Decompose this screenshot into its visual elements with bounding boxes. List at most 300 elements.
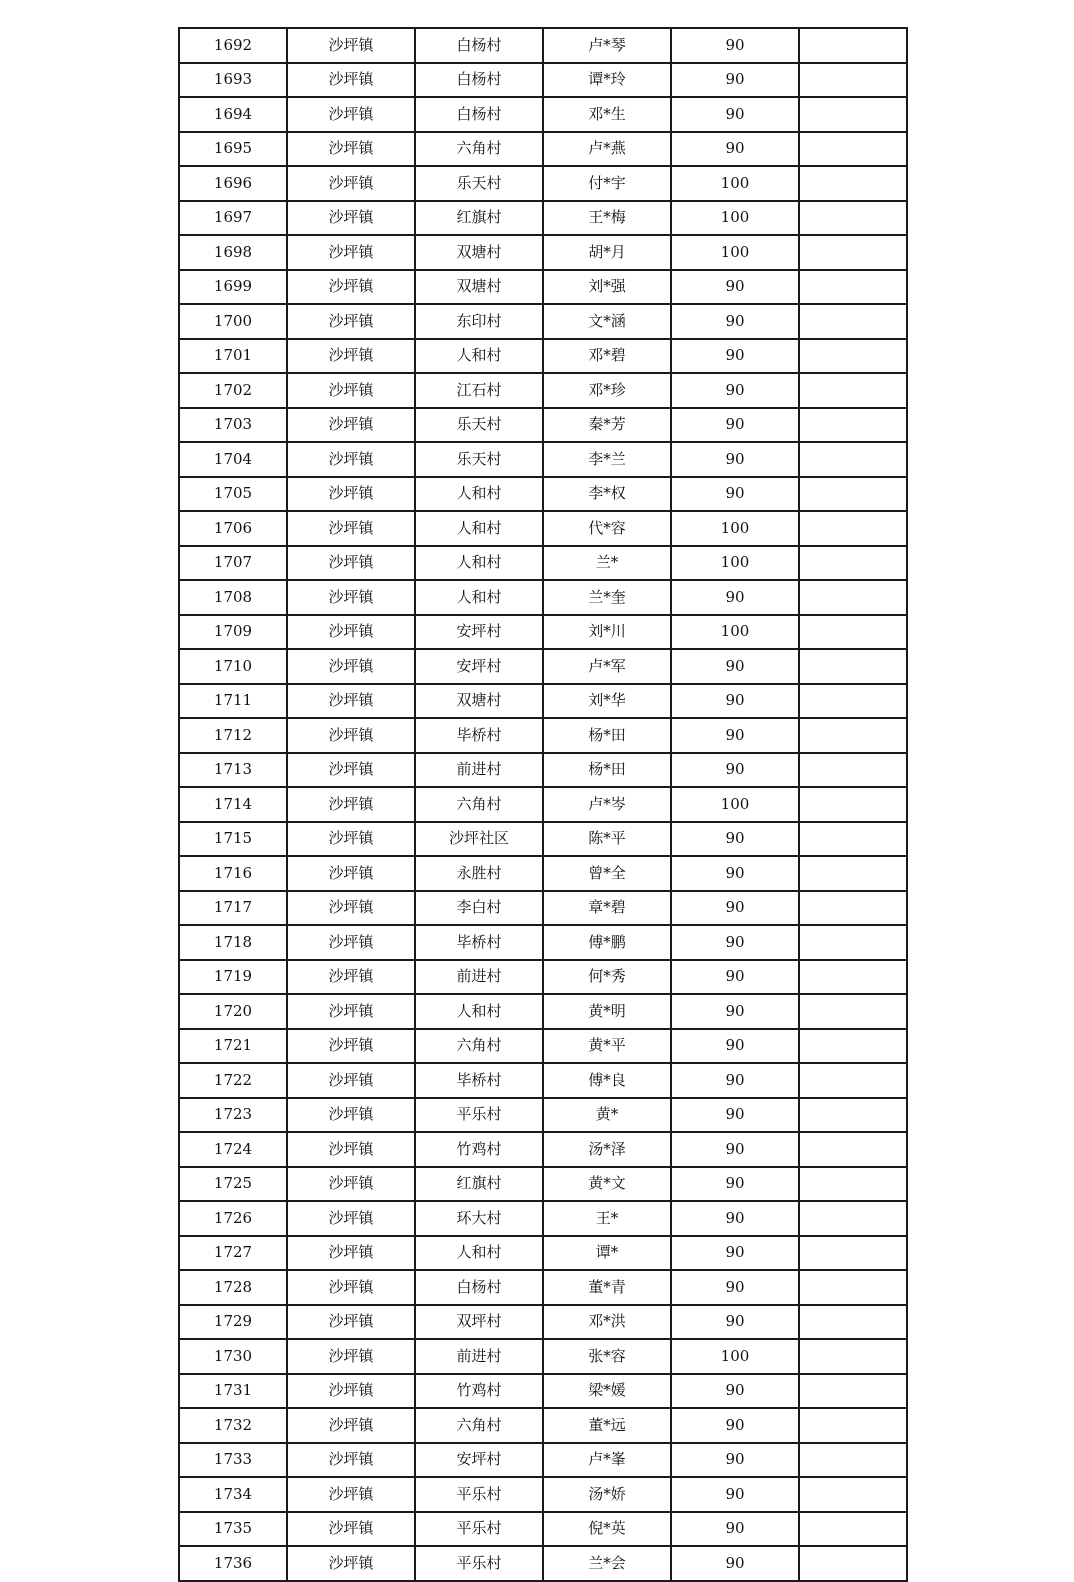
table-row	[179, 373, 907, 408]
serial-number-cell: 1702	[179, 373, 287, 408]
person-name-cell: 文*涵	[543, 304, 671, 339]
remarks-cell	[799, 63, 907, 98]
remarks-cell	[799, 166, 907, 201]
remarks-cell	[799, 753, 907, 788]
serial-number-cell: 1735	[179, 1512, 287, 1547]
village-cell: 人和村	[415, 546, 543, 581]
person-name-cell: 邓*洪	[543, 1305, 671, 1340]
amount-cell: 90	[671, 132, 799, 167]
village-cell: 前进村	[415, 1339, 543, 1374]
serial-number-cell: 1694	[179, 97, 287, 132]
village-cell: 毕桥村	[415, 718, 543, 753]
person-name-cell: 兰*会	[543, 1546, 671, 1581]
remarks-cell	[799, 373, 907, 408]
village-cell: 永胜村	[415, 856, 543, 891]
amount-cell: 100	[671, 511, 799, 546]
amount-cell: 100	[671, 546, 799, 581]
amount-cell: 100	[671, 166, 799, 201]
town-cell: 沙坪镇	[287, 1029, 415, 1064]
town-cell: 沙坪镇	[287, 235, 415, 270]
amount-cell: 90	[671, 925, 799, 960]
town-cell: 沙坪镇	[287, 1305, 415, 1340]
town-cell: 沙坪镇	[287, 1132, 415, 1167]
serial-number-cell: 1707	[179, 546, 287, 581]
table-row	[179, 1029, 907, 1064]
amount-cell: 90	[671, 649, 799, 684]
town-cell: 沙坪镇	[287, 1408, 415, 1443]
amount-cell: 90	[671, 1546, 799, 1581]
town-cell: 沙坪镇	[287, 856, 415, 891]
village-cell: 李白村	[415, 891, 543, 926]
remarks-cell	[799, 477, 907, 512]
amount-cell: 90	[671, 891, 799, 926]
table-row	[179, 408, 907, 443]
town-cell: 沙坪镇	[287, 546, 415, 581]
table-body	[179, 28, 907, 1581]
village-cell: 人和村	[415, 1236, 543, 1271]
town-cell: 沙坪镇	[287, 925, 415, 960]
table-row	[179, 166, 907, 201]
person-name-cell: 黄*	[543, 1098, 671, 1133]
town-cell: 沙坪镇	[287, 960, 415, 995]
serial-number-cell: 1712	[179, 718, 287, 753]
person-name-cell: 王*	[543, 1201, 671, 1236]
table-row	[179, 580, 907, 615]
town-cell: 沙坪镇	[287, 28, 415, 63]
person-name-cell: 董*青	[543, 1270, 671, 1305]
person-name-cell: 章*碧	[543, 891, 671, 926]
village-cell: 双塘村	[415, 235, 543, 270]
serial-number-cell: 1713	[179, 753, 287, 788]
village-cell: 平乐村	[415, 1098, 543, 1133]
village-cell: 沙坪社区	[415, 822, 543, 857]
table-row	[179, 960, 907, 995]
person-name-cell: 曾*全	[543, 856, 671, 891]
serial-number-cell: 1729	[179, 1305, 287, 1340]
serial-number-cell: 1726	[179, 1201, 287, 1236]
remarks-cell	[799, 1167, 907, 1202]
person-name-cell: 刘*华	[543, 684, 671, 719]
amount-cell: 90	[671, 1029, 799, 1064]
remarks-cell	[799, 1132, 907, 1167]
remarks-cell	[799, 304, 907, 339]
serial-number-cell: 1736	[179, 1546, 287, 1581]
person-name-cell: 汤*娇	[543, 1477, 671, 1512]
remarks-cell	[799, 442, 907, 477]
town-cell: 沙坪镇	[287, 649, 415, 684]
amount-cell: 90	[671, 753, 799, 788]
document-page	[178, 27, 894, 1572]
remarks-cell	[799, 615, 907, 650]
town-cell: 沙坪镇	[287, 994, 415, 1029]
town-cell: 沙坪镇	[287, 442, 415, 477]
amount-cell: 90	[671, 1408, 799, 1443]
village-cell: 乐天村	[415, 408, 543, 443]
table-row	[179, 1339, 907, 1374]
remarks-cell	[799, 1063, 907, 1098]
remarks-cell	[799, 822, 907, 857]
serial-number-cell: 1708	[179, 580, 287, 615]
remarks-cell	[799, 1443, 907, 1478]
village-cell: 人和村	[415, 339, 543, 374]
village-cell: 毕桥村	[415, 1063, 543, 1098]
person-name-cell: 卢*燕	[543, 132, 671, 167]
remarks-cell	[799, 718, 907, 753]
table-row	[179, 1477, 907, 1512]
serial-number-cell: 1734	[179, 1477, 287, 1512]
remarks-cell	[799, 339, 907, 374]
town-cell: 沙坪镇	[287, 684, 415, 719]
serial-number-cell: 1696	[179, 166, 287, 201]
village-cell: 平乐村	[415, 1512, 543, 1547]
table-row	[179, 339, 907, 374]
serial-number-cell: 1727	[179, 1236, 287, 1271]
amount-cell: 90	[671, 580, 799, 615]
person-name-cell: 傅*良	[543, 1063, 671, 1098]
serial-number-cell: 1723	[179, 1098, 287, 1133]
person-name-cell: 傅*鹏	[543, 925, 671, 960]
serial-number-cell: 1721	[179, 1029, 287, 1064]
serial-number-cell: 1715	[179, 822, 287, 857]
table-row	[179, 132, 907, 167]
amount-cell: 90	[671, 960, 799, 995]
serial-number-cell: 1719	[179, 960, 287, 995]
village-cell: 乐天村	[415, 442, 543, 477]
village-cell: 安坪村	[415, 649, 543, 684]
village-cell: 白杨村	[415, 63, 543, 98]
person-name-cell: 兰*奎	[543, 580, 671, 615]
remarks-cell	[799, 1339, 907, 1374]
village-cell: 平乐村	[415, 1546, 543, 1581]
person-name-cell: 谭*玲	[543, 63, 671, 98]
remarks-cell	[799, 1201, 907, 1236]
village-cell: 毕桥村	[415, 925, 543, 960]
amount-cell: 100	[671, 787, 799, 822]
remarks-cell	[799, 546, 907, 581]
town-cell: 沙坪镇	[287, 1374, 415, 1409]
village-cell: 人和村	[415, 580, 543, 615]
village-cell: 双坪村	[415, 1305, 543, 1340]
village-cell: 竹鸡村	[415, 1374, 543, 1409]
remarks-cell	[799, 28, 907, 63]
town-cell: 沙坪镇	[287, 373, 415, 408]
remarks-cell	[799, 925, 907, 960]
table-row	[179, 442, 907, 477]
town-cell: 沙坪镇	[287, 891, 415, 926]
person-name-cell: 付*宇	[543, 166, 671, 201]
person-name-cell: 刘*强	[543, 270, 671, 305]
person-name-cell: 卢*琴	[543, 28, 671, 63]
serial-number-cell: 1728	[179, 1270, 287, 1305]
amount-cell: 90	[671, 97, 799, 132]
town-cell: 沙坪镇	[287, 822, 415, 857]
town-cell: 沙坪镇	[287, 1546, 415, 1581]
village-cell: 乐天村	[415, 166, 543, 201]
amount-cell: 100	[671, 235, 799, 270]
person-name-cell: 倪*英	[543, 1512, 671, 1547]
table-row	[179, 684, 907, 719]
table-row	[179, 615, 907, 650]
serial-number-cell: 1717	[179, 891, 287, 926]
serial-number-cell: 1716	[179, 856, 287, 891]
remarks-cell	[799, 1098, 907, 1133]
town-cell: 沙坪镇	[287, 1167, 415, 1202]
serial-number-cell: 1699	[179, 270, 287, 305]
table-row	[179, 1512, 907, 1547]
remarks-cell	[799, 891, 907, 926]
table-row	[179, 1270, 907, 1305]
amount-cell: 90	[671, 373, 799, 408]
town-cell: 沙坪镇	[287, 63, 415, 98]
table-row	[179, 1201, 907, 1236]
amount-cell: 90	[671, 1167, 799, 1202]
serial-number-cell: 1724	[179, 1132, 287, 1167]
amount-cell: 90	[671, 1374, 799, 1409]
amount-cell: 90	[671, 1270, 799, 1305]
village-cell: 安坪村	[415, 1443, 543, 1478]
table-row	[179, 925, 907, 960]
town-cell: 沙坪镇	[287, 511, 415, 546]
serial-number-cell: 1720	[179, 994, 287, 1029]
remarks-cell	[799, 201, 907, 236]
serial-number-cell: 1692	[179, 28, 287, 63]
remarks-cell	[799, 1477, 907, 1512]
town-cell: 沙坪镇	[287, 1201, 415, 1236]
town-cell: 沙坪镇	[287, 580, 415, 615]
person-name-cell: 秦*芳	[543, 408, 671, 443]
table-row	[179, 97, 907, 132]
amount-cell: 90	[671, 718, 799, 753]
person-name-cell: 黄*文	[543, 1167, 671, 1202]
table-row	[179, 856, 907, 891]
town-cell: 沙坪镇	[287, 753, 415, 788]
remarks-cell	[799, 132, 907, 167]
person-name-cell: 陈*平	[543, 822, 671, 857]
village-cell: 六角村	[415, 1029, 543, 1064]
town-cell: 沙坪镇	[287, 97, 415, 132]
table-row	[179, 28, 907, 63]
amount-cell: 90	[671, 1201, 799, 1236]
person-name-cell: 董*远	[543, 1408, 671, 1443]
amount-cell: 90	[671, 1063, 799, 1098]
amount-cell: 90	[671, 684, 799, 719]
table-row	[179, 787, 907, 822]
table-row	[179, 718, 907, 753]
person-name-cell: 卢*峯	[543, 1443, 671, 1478]
table-row	[179, 649, 907, 684]
village-cell: 双塘村	[415, 684, 543, 719]
amount-cell: 90	[671, 270, 799, 305]
serial-number-cell: 1703	[179, 408, 287, 443]
person-name-cell: 杨*田	[543, 718, 671, 753]
serial-number-cell: 1714	[179, 787, 287, 822]
amount-cell: 90	[671, 1098, 799, 1133]
amount-cell: 90	[671, 304, 799, 339]
village-cell: 东印村	[415, 304, 543, 339]
person-name-cell: 谭*	[543, 1236, 671, 1271]
village-cell: 六角村	[415, 132, 543, 167]
remarks-cell	[799, 1408, 907, 1443]
table-row	[179, 1305, 907, 1340]
remarks-cell	[799, 960, 907, 995]
serial-number-cell: 1711	[179, 684, 287, 719]
person-name-cell: 邓*碧	[543, 339, 671, 374]
table-row	[179, 201, 907, 236]
person-name-cell: 黄*明	[543, 994, 671, 1029]
table-row	[179, 1443, 907, 1478]
serial-number-cell: 1701	[179, 339, 287, 374]
amount-cell: 90	[671, 1305, 799, 1340]
subsidy-list-table	[178, 27, 908, 1582]
table-row	[179, 546, 907, 581]
table-row	[179, 1063, 907, 1098]
table-row	[179, 1132, 907, 1167]
remarks-cell	[799, 580, 907, 615]
person-name-cell: 代*容	[543, 511, 671, 546]
serial-number-cell: 1722	[179, 1063, 287, 1098]
person-name-cell: 卢*军	[543, 649, 671, 684]
person-name-cell: 杨*田	[543, 753, 671, 788]
person-name-cell: 何*秀	[543, 960, 671, 995]
village-cell: 前进村	[415, 753, 543, 788]
amount-cell: 90	[671, 1443, 799, 1478]
amount-cell: 90	[671, 1512, 799, 1547]
village-cell: 前进村	[415, 960, 543, 995]
table-row	[179, 1374, 907, 1409]
serial-number-cell: 1705	[179, 477, 287, 512]
serial-number-cell: 1709	[179, 615, 287, 650]
amount-cell: 90	[671, 994, 799, 1029]
town-cell: 沙坪镇	[287, 718, 415, 753]
table-row	[179, 1236, 907, 1271]
village-cell: 六角村	[415, 1408, 543, 1443]
remarks-cell	[799, 1374, 907, 1409]
person-name-cell: 王*梅	[543, 201, 671, 236]
person-name-cell: 刘*川	[543, 615, 671, 650]
town-cell: 沙坪镇	[287, 132, 415, 167]
town-cell: 沙坪镇	[287, 1512, 415, 1547]
serial-number-cell: 1733	[179, 1443, 287, 1478]
amount-cell: 90	[671, 822, 799, 857]
table-row	[179, 822, 907, 857]
town-cell: 沙坪镇	[287, 1098, 415, 1133]
village-cell: 环大村	[415, 1201, 543, 1236]
remarks-cell	[799, 511, 907, 546]
town-cell: 沙坪镇	[287, 477, 415, 512]
town-cell: 沙坪镇	[287, 408, 415, 443]
amount-cell: 90	[671, 856, 799, 891]
person-name-cell: 李*兰	[543, 442, 671, 477]
remarks-cell	[799, 270, 907, 305]
town-cell: 沙坪镇	[287, 270, 415, 305]
remarks-cell	[799, 1512, 907, 1547]
town-cell: 沙坪镇	[287, 1443, 415, 1478]
town-cell: 沙坪镇	[287, 339, 415, 374]
table-row	[179, 1408, 907, 1443]
remarks-cell	[799, 1305, 907, 1340]
person-name-cell: 邓*珍	[543, 373, 671, 408]
serial-number-cell: 1725	[179, 1167, 287, 1202]
person-name-cell: 梁*媛	[543, 1374, 671, 1409]
village-cell: 平乐村	[415, 1477, 543, 1512]
village-cell: 红旗村	[415, 201, 543, 236]
remarks-cell	[799, 994, 907, 1029]
table-row	[179, 63, 907, 98]
table-row	[179, 511, 907, 546]
serial-number-cell: 1731	[179, 1374, 287, 1409]
serial-number-cell: 1697	[179, 201, 287, 236]
serial-number-cell: 1710	[179, 649, 287, 684]
remarks-cell	[799, 97, 907, 132]
serial-number-cell: 1700	[179, 304, 287, 339]
amount-cell: 90	[671, 442, 799, 477]
village-cell: 人和村	[415, 994, 543, 1029]
remarks-cell	[799, 1546, 907, 1581]
town-cell: 沙坪镇	[287, 1236, 415, 1271]
serial-number-cell: 1698	[179, 235, 287, 270]
amount-cell: 90	[671, 1236, 799, 1271]
serial-number-cell: 1718	[179, 925, 287, 960]
amount-cell: 100	[671, 201, 799, 236]
table-row	[179, 891, 907, 926]
amount-cell: 90	[671, 408, 799, 443]
village-cell: 白杨村	[415, 1270, 543, 1305]
town-cell: 沙坪镇	[287, 1339, 415, 1374]
village-cell: 江石村	[415, 373, 543, 408]
amount-cell: 100	[671, 615, 799, 650]
town-cell: 沙坪镇	[287, 615, 415, 650]
town-cell: 沙坪镇	[287, 1477, 415, 1512]
person-name-cell: 汤*泽	[543, 1132, 671, 1167]
table-row	[179, 1167, 907, 1202]
person-name-cell: 张*容	[543, 1339, 671, 1374]
town-cell: 沙坪镇	[287, 787, 415, 822]
village-cell: 红旗村	[415, 1167, 543, 1202]
remarks-cell	[799, 684, 907, 719]
table-row	[179, 1098, 907, 1133]
remarks-cell	[799, 235, 907, 270]
remarks-cell	[799, 408, 907, 443]
serial-number-cell: 1706	[179, 511, 287, 546]
village-cell: 双塘村	[415, 270, 543, 305]
remarks-cell	[799, 1029, 907, 1064]
person-name-cell: 黄*平	[543, 1029, 671, 1064]
table-row	[179, 1546, 907, 1581]
serial-number-cell: 1732	[179, 1408, 287, 1443]
table-row	[179, 270, 907, 305]
town-cell: 沙坪镇	[287, 1270, 415, 1305]
table-row	[179, 994, 907, 1029]
table-row	[179, 235, 907, 270]
amount-cell: 90	[671, 28, 799, 63]
person-name-cell: 李*权	[543, 477, 671, 512]
person-name-cell: 兰*	[543, 546, 671, 581]
village-cell: 人和村	[415, 511, 543, 546]
remarks-cell	[799, 1270, 907, 1305]
town-cell: 沙坪镇	[287, 1063, 415, 1098]
village-cell: 白杨村	[415, 97, 543, 132]
town-cell: 沙坪镇	[287, 166, 415, 201]
person-name-cell: 邓*生	[543, 97, 671, 132]
table-row	[179, 477, 907, 512]
serial-number-cell: 1730	[179, 1339, 287, 1374]
village-cell: 竹鸡村	[415, 1132, 543, 1167]
village-cell: 六角村	[415, 787, 543, 822]
serial-number-cell: 1704	[179, 442, 287, 477]
village-cell: 安坪村	[415, 615, 543, 650]
table-row	[179, 304, 907, 339]
amount-cell: 90	[671, 63, 799, 98]
